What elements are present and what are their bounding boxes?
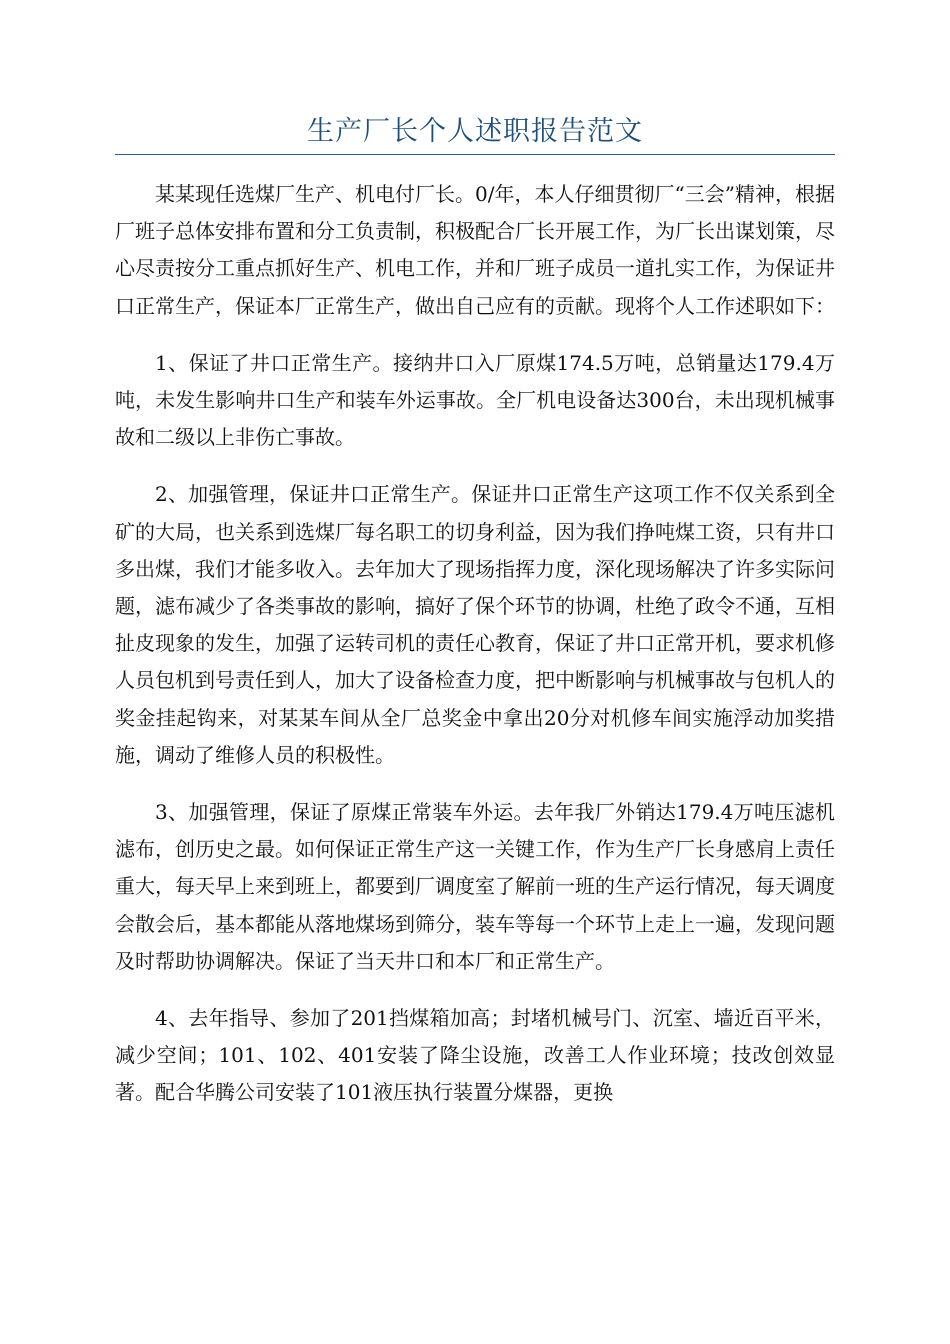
paragraph-intro: 某某现任选煤厂生产、机电付厂长。0/年，本人仔细贯彻厂“三会”精神，根据厂班子总体安排布置和分工负责制，积极配合厂长开展工作，为厂长出谋划策，尽心尽责按分工重点抓好生产、机电工作，并和厂班子成员一道扎实工作，为保证井口正常生产，保证本厂正常生产，做出自己应有的贡献。现将个人工作述职如下：: [115, 182, 835, 318]
paragraph-item-2: 2、加强管理，保证井口正常生产。保证井口正常生产这项工作不仅关系到全矿的大局，也关系到选煤厂每名职工的切身利益，因为我们挣吨煤工资，只有井口多出煤，我们才能多收入。去年加大了现场指挥力度，深化现场解决了许多实际问题，滤布减少了各类事故的影响，搞好了保个环节的协调，杜绝了政令不通，互相扯皮现象的发生，加强了运转司机的责任心教育，保证了井口正常开机，要求机修人员包机到号责任到人，加大了设备检查力度，把中断影响与机械事故与包机人的奖金挂起钩来，对某某车间从全厂总奖金中拿出20分对机修车间实施浮动加奖措施，调动了维修人员的积极性。: [115, 482, 835, 767]
paragraph-item-1: 1、保证了井口正常生产。接纳井口入厂原煤174.5万吨，总销量达179.4万吨，未发生影响井口生产和装车外运事故。全厂机电设备达300台，未出现机械事故和二级以上非伤亡事故。: [115, 350, 835, 450]
paragraph-item-3: 3、加强管理，保证了原煤正常装车外运。去年我厂外销达179.4万吨压滤机滤布，创历史之最。如何保证正常生产这一关键工作，作为生产厂长身感肩上责任重大，每天早上来到班上，都要到厂调度室了解前一班的生产运行情况，每天调度会散会后，基本都能从落地煤场到筛分，装车等每一个环节上走上一遍，发现问题及时帮助协调解决。保证了当天井口和本厂和正常生产。: [115, 800, 835, 973]
title-underline: [115, 154, 835, 155]
paragraph-item-4: 4、去年指导、参加了201挡煤箱加高；封堵机械号门、沉室、墙近百平米，减少空间；101、102、401安装了降尘设施，改善工人作业环境；技改创效显著。配合华腾公司安装了101液压执行装置分煤器，更换: [115, 1006, 835, 1105]
document-body: [115, 176, 835, 1132]
document-title: 生产厂长个人述职报告范文: [307, 116, 643, 147]
